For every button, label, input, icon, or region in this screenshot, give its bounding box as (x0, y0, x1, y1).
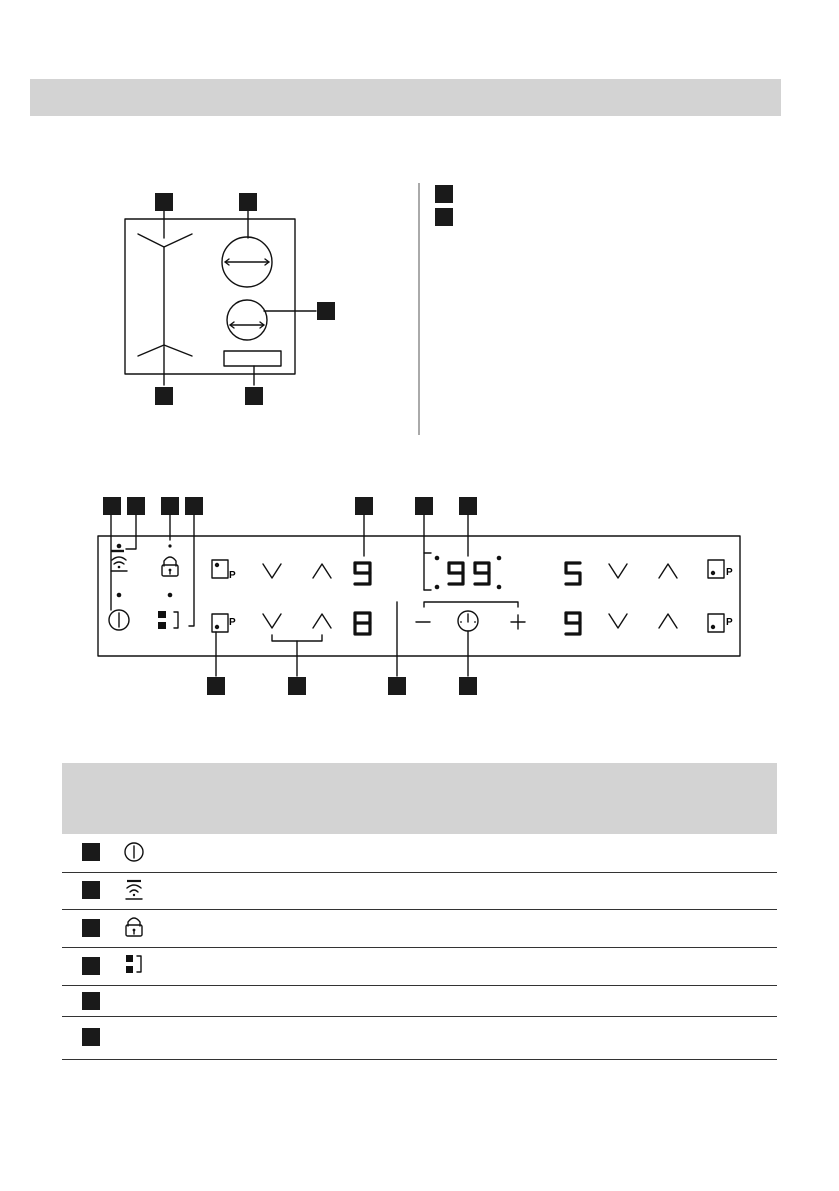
chevron-down-icon (263, 564, 281, 578)
row-marker (82, 992, 100, 1010)
callout-marker (155, 193, 173, 211)
callout-marker (155, 387, 173, 405)
callout-marker (245, 387, 263, 405)
timer-icon (458, 611, 478, 631)
chevron-up-icon (659, 564, 677, 578)
row-marker (82, 843, 100, 861)
row-marker (82, 957, 100, 975)
timer-display (449, 563, 489, 584)
control-panel-diagram (0, 480, 839, 710)
power-boost-label: P (229, 570, 236, 581)
zone-display-top-left (355, 563, 370, 584)
lock-icon (162, 557, 178, 576)
chevron-up-icon (313, 564, 331, 578)
power-boost-icon (212, 614, 228, 632)
control-panel-outline (224, 351, 281, 366)
row-marker (82, 881, 100, 899)
bridge-zone-bottom-lines (138, 345, 192, 356)
chevron-down-icon (609, 564, 627, 578)
row-marker (82, 1028, 100, 1046)
zone-display-bottom-right (566, 613, 580, 634)
chevron-up-icon (313, 614, 331, 628)
hob-hood-icon (111, 557, 127, 571)
svg-text:P: P (726, 617, 733, 628)
zone-display-top-right (566, 563, 580, 584)
power-icon (120, 838, 150, 866)
callout-marker (239, 193, 257, 211)
cooking-zone-small (227, 300, 267, 340)
lock-icon (120, 913, 150, 941)
legend-marker (435, 185, 453, 203)
power-icon (109, 610, 129, 630)
bridge-icon (158, 611, 178, 629)
chevron-down-icon (609, 614, 627, 628)
power-boost-icon (708, 560, 724, 578)
table-header (62, 763, 777, 834)
bridge-icon (120, 951, 150, 979)
svg-text:P: P (726, 567, 733, 578)
callout-marker (317, 302, 335, 320)
hob-hood-icon (120, 876, 150, 904)
chevron-up-icon (659, 614, 677, 628)
bridge-zone-top-lines (138, 234, 192, 247)
power-boost-icon (708, 614, 724, 632)
chevron-down-icon (263, 614, 281, 628)
plus-icon (511, 615, 525, 629)
legend-marker (435, 208, 453, 226)
row-marker (82, 919, 100, 937)
power-boost-label-2: P (229, 617, 236, 628)
power-boost-icon (212, 560, 228, 578)
hob-layout-diagram (0, 0, 839, 470)
zone-display-bottom-left (355, 613, 370, 634)
